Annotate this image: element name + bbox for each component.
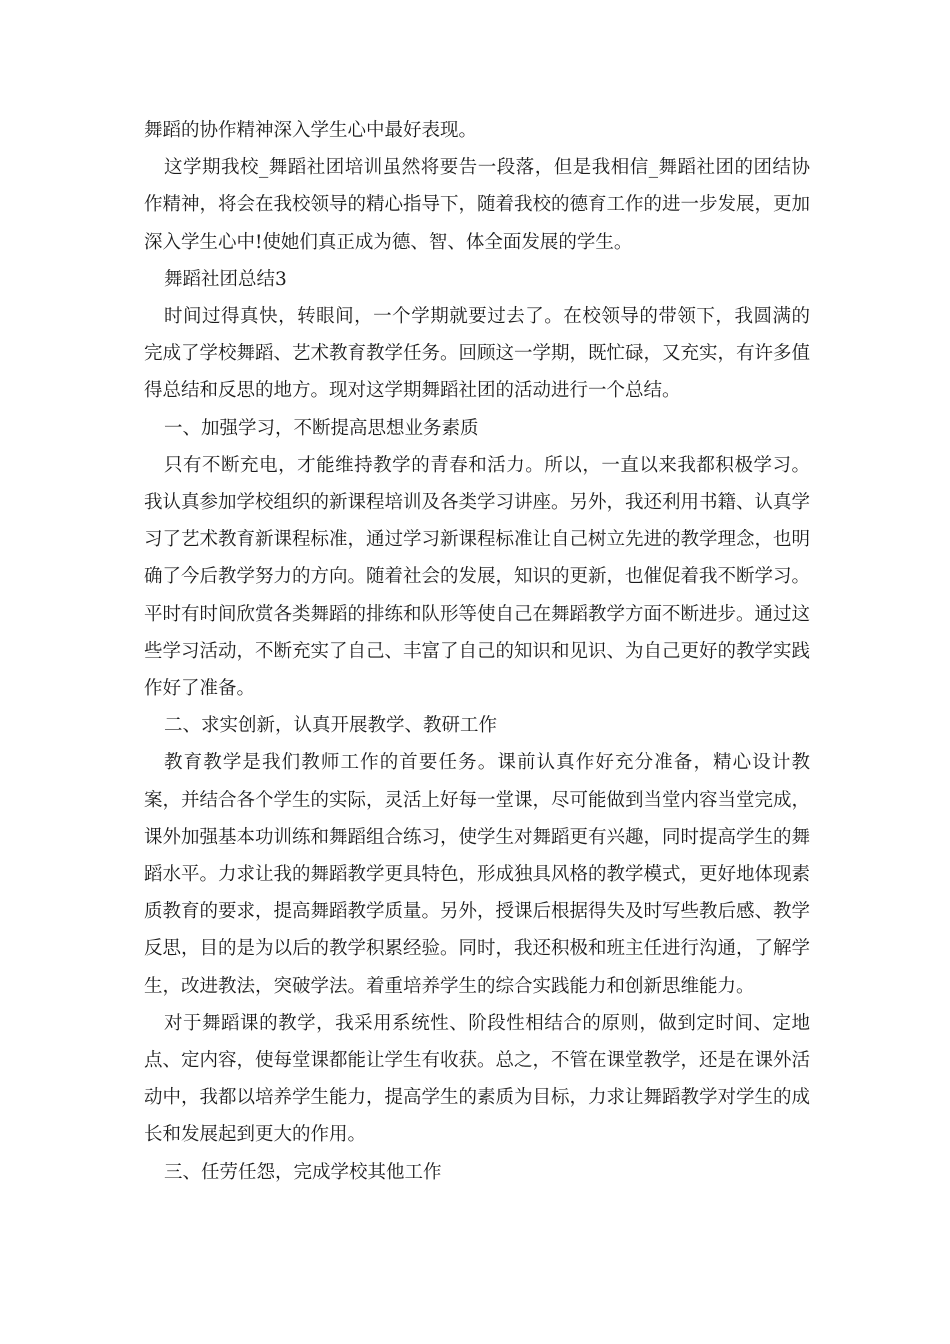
paragraph-learning: 只有不断充电，才能维持教学的青春和活力。所以，一直以来我都积极学习。我认真参加学校组织的新课程培训及各类学习讲座。另外，我还利用书籍、认真学习了艺术教育新课程标准，通过学习新课程标准让自己树立先进的教学理念，也明确了今后教学努力的方向。随着社会的发展，知识的更新，也催促着我不断学习。平时有时间欣赏各类舞蹈的排练和队形等使自己在舞蹈教学方面不断进步。通过这些学习活动，不断充实了自己、丰富了自己的知识和见识、为自己更好的教学实践作好了准备。: [144, 454, 811, 700]
paragraph-continuation: 舞蹈的协作精神深入学生心中最好表现。: [144, 120, 478, 141]
paragraph-intro: 时间过得真快，转眼间，一个学期就要过去了。在校领导的带领下，我圆满的完成了学校舞蹈、艺术教育教学任务。回顾这一学期，既忙碌，又充实，有许多值得总结和反思的地方。现对这学期舞蹈社团的活动进行一个总结。: [144, 306, 811, 402]
section-title-dance-club-summary-3: 舞蹈社团总结3: [164, 268, 287, 290]
heading-strengthen-learning: 一、加强学习，不断提高思想业务素质: [164, 417, 479, 439]
heading-other-work: 三、任劳任怨，完成学校其他工作: [164, 1161, 442, 1183]
document-body: [144, 112, 810, 1191]
paragraph-teaching: 教育教学是我们教师工作的首要任务。课前认真作好充分准备，精心设计教案，并结合各个学生的实际，灵活上好每一堂课，尽可能做到当堂内容当堂完成，课外加强基本功训练和舞蹈组合练习，使学生对舞蹈更有兴趣，同时提高学生的舞蹈水平。力求让我的舞蹈教学更具特色，形成独具风格的教学模式，更好地体现素质教育的要求，提高舞蹈教学质量。另外，授课后根据得失及时写些教后感、教学反思，目的是为以后的教学积累经验。同时，我还积极和班主任进行沟通，了解学生，改进教法，突破学法。着重培养学生的综合实践能力和创新思维能力。: [144, 752, 811, 997]
paragraph-semester-summary: 这学期我校_舞蹈社团培训虽然将要告一段落，但是我相信_舞蹈社团的团结协作精神，将会在我校领导的精心指导下，随着我校的德育工作的进一步发展，更加深入学生心中!使她们真正成为德、智、体全面发展的学生。: [144, 157, 811, 253]
paragraph-dance-class: 对于舞蹈课的教学，我采用系统性、阶段性相结合的原则，做到定时间、定地点、定内容，使每堂课都能让学生有收获。总之，不管在课堂教学，还是在课外活动中，我都以培养学生能力，提高学生的素质为目标，力求让舞蹈教学对学生的成长和发展起到更大的作用。: [144, 1012, 811, 1146]
heading-teaching-research: 二、求实创新，认真开展教学、教研工作: [164, 715, 498, 737]
